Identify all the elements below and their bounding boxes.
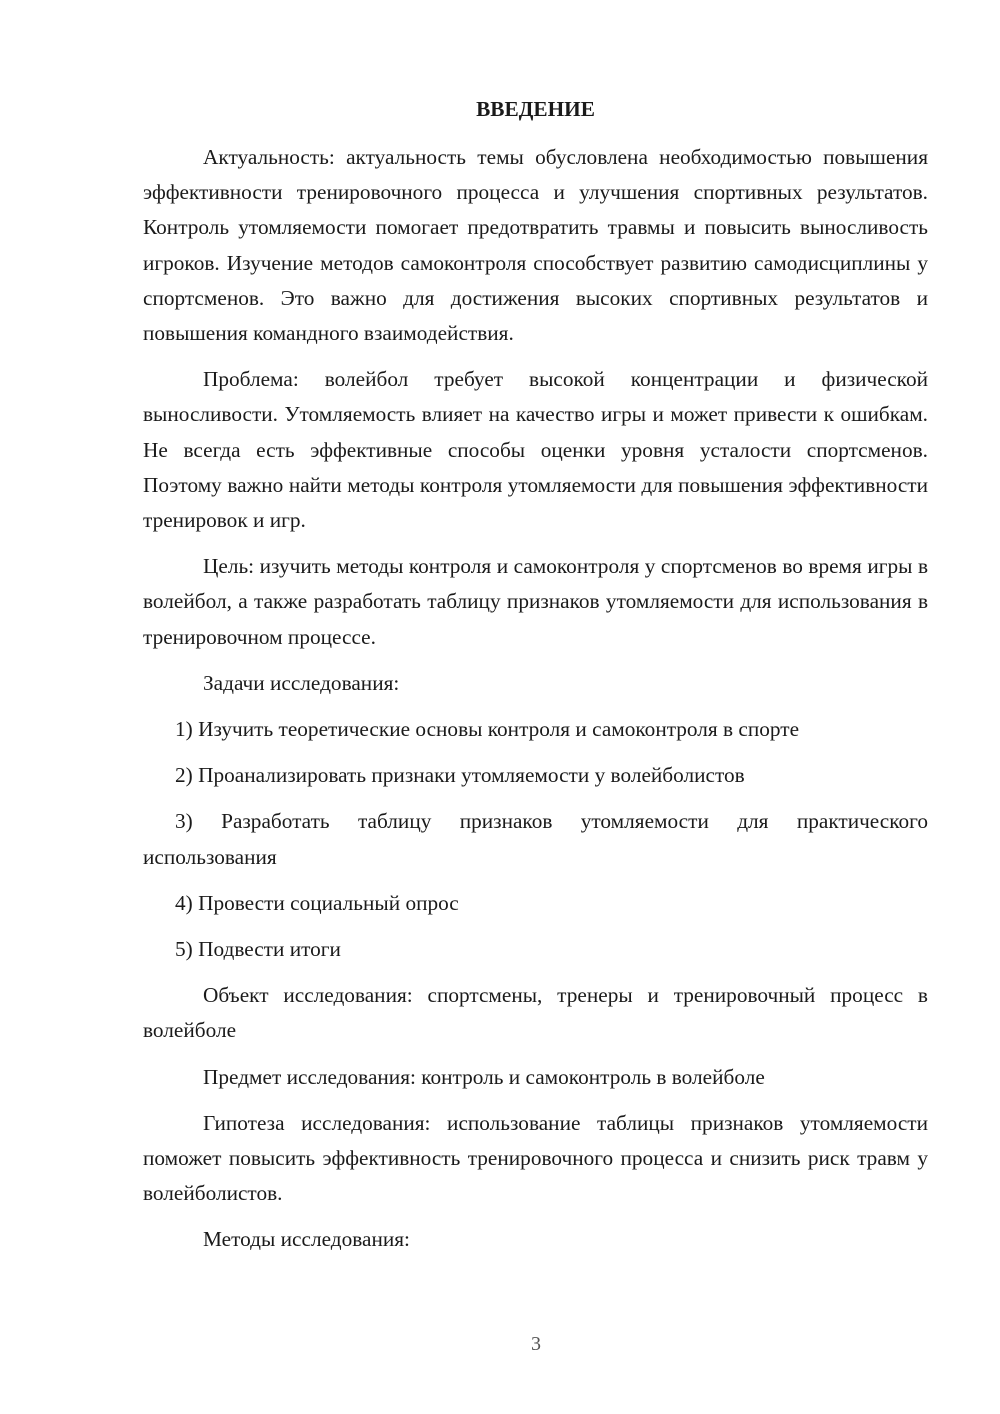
list-item: 4) Провести социальный опрос <box>175 890 459 915</box>
hypothesis-paragraph: Гипотеза исследования: использование таблицы признаков утомляемости поможет повысить эффективность тренировочного процесса и снизить риск травм у волейболистов. <box>143 1110 928 1206</box>
problem-paragraph: Проблема: волейбол требует высокой концентрации и физической выносливости. Утомляемость влияет на качество игры и может привести к ошибкам. Не всегда есть эффективные способы оценки уровня усталости спортсменов. Поэтому важно найти методы контроля утомляемости для повышения эффективности тренировок и игр. <box>143 367 928 533</box>
subject-paragraph: Предмет исследования: контроль и самоконтроль в волейболе <box>203 1064 765 1089</box>
methods-heading: Методы исследования: <box>203 1227 410 1252</box>
object-paragraph: Объект исследования: спортсмены, тренеры и тренировочный процесс в волейболе <box>143 983 928 1043</box>
tasks-heading: Задачи исследования: <box>203 670 400 695</box>
page-content <box>143 92 928 1269</box>
relevance-paragraph: Актуальность: актуальность темы обусловлена необходимостью повышения эффективности тренировочного процесса и улучшения спортивных результатов. Контроль утомляемости помогает предотвратить травмы и повысить выносливость игроков. Изучение методов самоконтроля способствует развитию самодисциплины у спортсменов. Это важно для достижения высоких спортивных результатов и повышения командного взаимодействия. <box>143 145 928 346</box>
page-number: 3 <box>531 1333 541 1355</box>
list-item: 3) Разработать таблицу признаков утомляемости для практического использования <box>143 809 928 869</box>
page-title: ВВЕДЕНИЕ <box>476 97 595 121</box>
tasks-list <box>143 712 928 967</box>
goal-paragraph: Цель: изучить методы контроля и самоконтроля у спортсменов во время игры в волейбол, а также разработать таблицу признаков утомляемости для использования в тренировочном процессе. <box>143 554 928 649</box>
list-item: 5) Подвести итоги <box>175 937 341 962</box>
list-item: 1) Изучить теоретические основы контроля и самоконтроля в спорте <box>175 717 800 742</box>
list-item: 2) Проанализировать признаки утомляемости у волейболистов <box>175 763 745 788</box>
